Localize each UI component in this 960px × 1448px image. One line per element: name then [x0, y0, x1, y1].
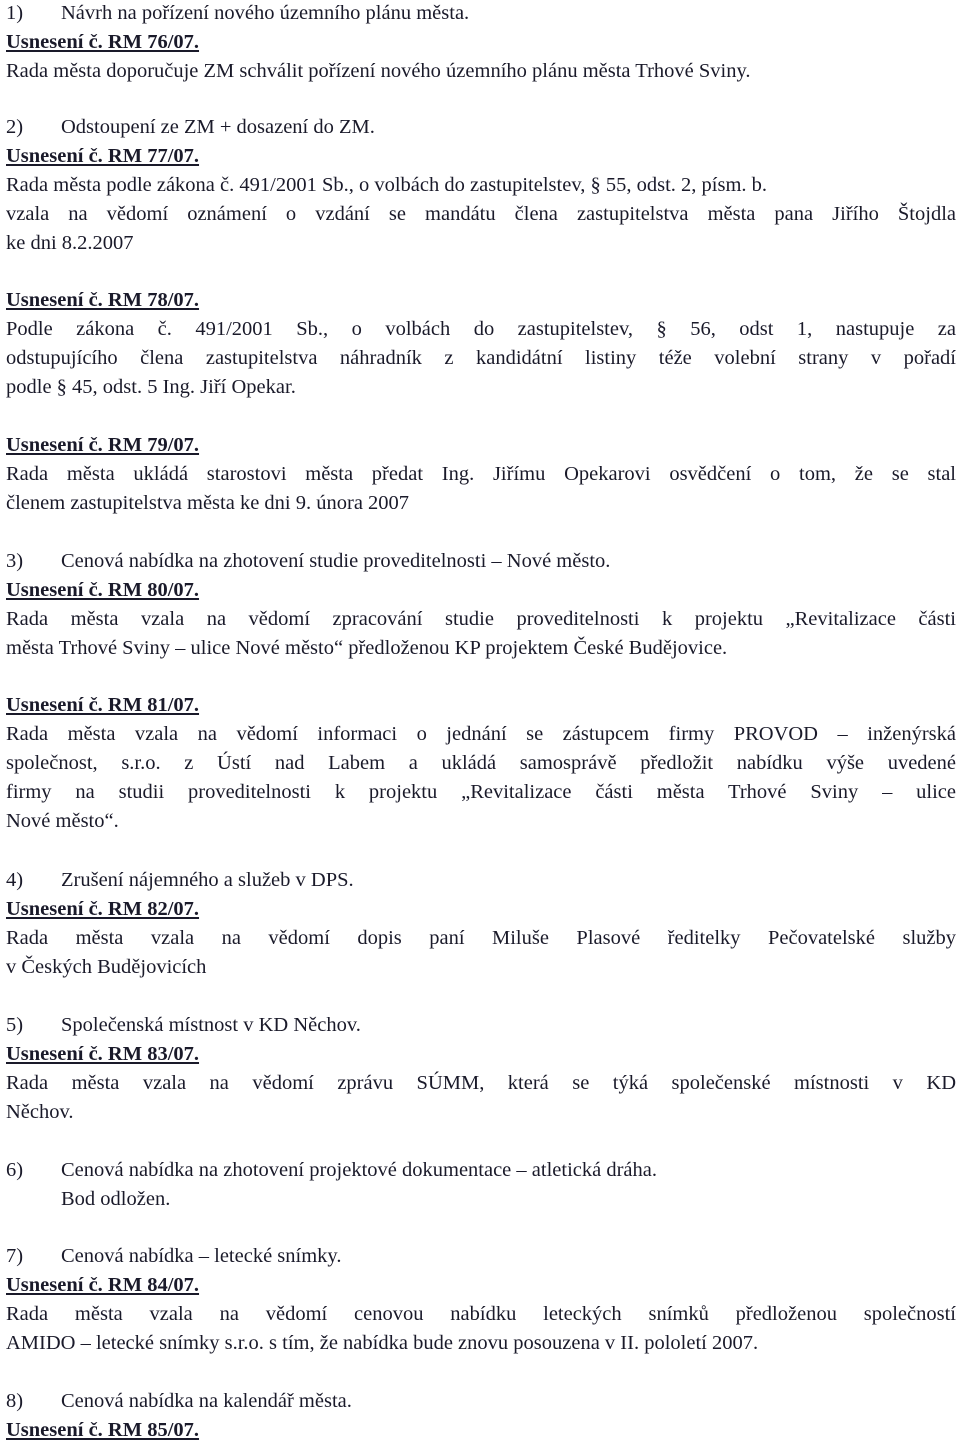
resolution-text-rm-84-line-2: AMIDO – letecké snímky s.r.o. s tím, že nabídka bude znovu posouzena v II. pololetí 2007.	[6, 1332, 759, 1354]
resolution-text-rm-81-line-3: firmy na studii proveditelnosti k projektu „Revitalizace části města Trhové Sviny – ulice	[6, 781, 956, 803]
agenda-heading-4	[6, 866, 956, 895]
agenda-heading-8	[6, 1387, 956, 1416]
resolution-text-rm-82-line-1: Rada města vzala na vědomí dopis paní Miluše Plasové ředitelky Pečovatelské služby	[6, 927, 956, 949]
resolution-text-rm-82-line-2: v Českých Budějovicích	[6, 956, 207, 978]
resolution-text-rm-81-line-1: Rada města vzala na vědomí informaci o jednání se zástupcem firmy PROVOD – inženýrská	[6, 723, 956, 745]
resolution-label-rm-77: Usnesení č. RM 77/07.	[6, 145, 200, 167]
resolution-text-rm-81-line-4: Nové město“.	[6, 810, 119, 832]
agenda-heading-5	[6, 1011, 956, 1040]
heading-text: Zrušení nájemného a služeb v DPS.	[61, 869, 354, 891]
agenda-heading-3	[6, 547, 956, 576]
resolution-text-rm-80-line-1: Rada města vzala na vědomí zpracování studie proveditelnosti k projektu „Revitalizace části	[6, 608, 956, 630]
resolution-label-rm-84: Usnesení č. RM 84/07.	[6, 1274, 200, 1296]
heading-text: Společenská místnost v KD Něchov.	[61, 1014, 361, 1036]
resolution-text-rm-76: Rada města doporučuje ZM schválit pořízení nového územního plánu města Trhové Sviny.	[6, 60, 751, 82]
heading-number: 1)	[6, 2, 24, 24]
heading-text: Návrh na pořízení nového územního plánu města.	[61, 2, 470, 24]
resolution-text-rm-77-line-2: vzala na vědomí oznámení o vzdání se mandátu člena zastupitelstva města pana Jiřího Štojdla	[6, 203, 956, 225]
heading-text: Cenová nabídka na zhotovení projektové dokumentace – atletická dráha.	[61, 1159, 657, 1181]
resolution-label-rm-81: Usnesení č. RM 81/07.	[6, 694, 200, 716]
agenda-heading-6	[6, 1156, 956, 1185]
heading-number: 3)	[6, 550, 24, 572]
agenda-heading-7	[6, 1242, 956, 1271]
resolution-text-rm-77-line-3: ke dni 8.2.2007	[6, 232, 134, 254]
heading-text: Odstoupení ze ZM + dosazení do ZM.	[61, 116, 375, 138]
heading-number: 5)	[6, 1014, 24, 1036]
resolution-text-rm-77-line-1: Rada města podle zákona č. 491/2001 Sb., o volbách do zastupitelstev, § 55, odst. 2, písm. b.	[6, 174, 768, 196]
resolution-text-rm-78-line-2: odstupujícího člena zastupitelstva náhradník z kandidátní listiny téže volební strany v pořadí	[6, 347, 956, 369]
resolution-text-rm-79-line-2: členem zastupitelstva města ke dni 9. února 2007	[6, 492, 410, 514]
agenda-heading-2	[6, 113, 956, 142]
resolution-text-rm-81-line-2: společnost, s.r.o. z Ústí nad Labem a ukládá samosprávě předložit nabídku výše uvedené	[6, 752, 956, 774]
resolution-label-rm-83: Usnesení č. RM 83/07.	[6, 1043, 200, 1065]
heading-text: Cenová nabídka na kalendář města.	[61, 1390, 352, 1412]
postponed-note: Bod odložen.	[61, 1188, 171, 1210]
heading-number: 7)	[6, 1245, 24, 1267]
heading-text: Cenová nabídka – letecké snímky.	[61, 1245, 342, 1267]
resolution-text-rm-83-line-2: Něchov.	[6, 1101, 74, 1123]
resolution-text-rm-83-line-1: Rada města vzala na vědomí zprávu SÚMM, která se týká společenské místnosti v KD	[6, 1072, 956, 1094]
resolution-text-rm-80-line-2: města Trhové Sviny – ulice Nové město“ předloženou KP projektem České Budějovice.	[6, 637, 728, 659]
resolution-label-rm-76: Usnesení č. RM 76/07.	[6, 31, 200, 53]
resolution-text-rm-79-line-1: Rada města ukládá starostovi města předat Ing. Jiřímu Opekarovi osvědčení o tom, že se stal	[6, 463, 956, 485]
heading-number: 6)	[6, 1159, 24, 1181]
resolution-text-rm-78-line-1: Podle zákona č. 491/2001 Sb., o volbách do zastupitelstev, § 56, odst 1, nastupuje za	[6, 318, 956, 340]
heading-number: 2)	[6, 116, 24, 138]
resolution-label-rm-82: Usnesení č. RM 82/07.	[6, 898, 200, 920]
agenda-heading-1	[6, 0, 956, 28]
heading-text: Cenová nabídka na zhotovení studie proveditelnosti – Nové město.	[61, 550, 611, 572]
heading-number: 8)	[6, 1390, 24, 1412]
resolution-text-rm-78-line-3: podle § 45, odst. 5 Ing. Jiří Opekar.	[6, 376, 296, 398]
resolution-text-rm-84-line-1: Rada města vzala na vědomí cenovou nabídku leteckých snímků předloženou společností	[6, 1303, 956, 1325]
resolution-label-rm-85: Usnesení č. RM 85/07.	[6, 1419, 200, 1441]
heading-number: 4)	[6, 869, 24, 891]
resolution-label-rm-80: Usnesení č. RM 80/07.	[6, 579, 200, 601]
resolution-label-rm-78: Usnesení č. RM 78/07.	[6, 289, 200, 311]
resolution-label-rm-79: Usnesení č. RM 79/07.	[6, 434, 200, 456]
